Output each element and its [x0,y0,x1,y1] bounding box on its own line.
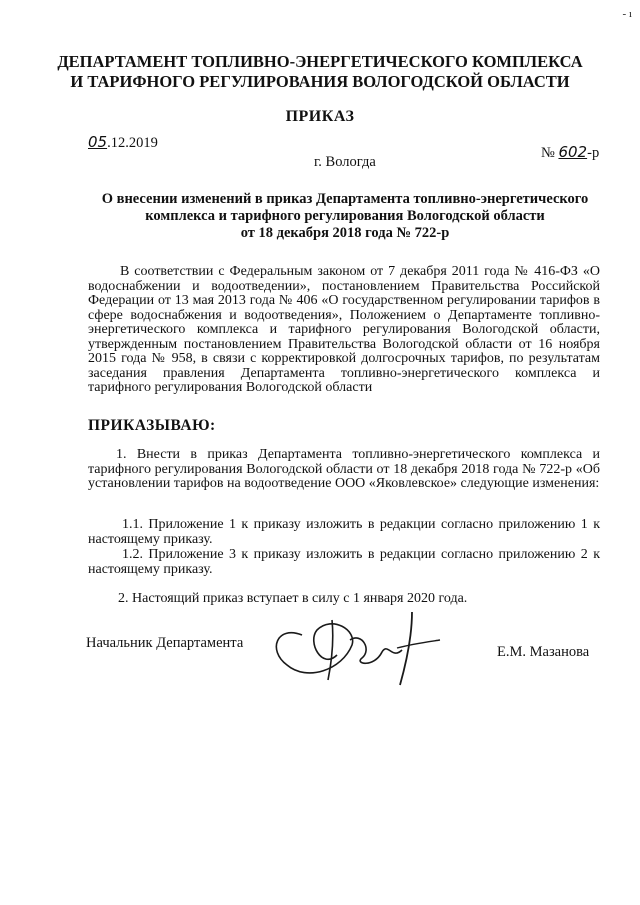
number-suffix: -р [587,145,600,161]
document-title: ПРИКАЗ [285,108,355,125]
subject-line: от 18 декабря 2018 года № 722-р [240,225,450,241]
order-item-1-2: 1.2. Приложение 3 к приказу изложить в редакции согласно приложению 2 к настоящему приказу. [88,547,600,577]
corner-mark: - ı [622,8,632,20]
handwritten-signature [262,600,452,690]
date-printed: .12.2019 [107,135,158,151]
subject-line: О внесении изменений в приказ Департамента топливно-энергетического [101,191,589,207]
order-number [541,143,599,162]
order-item-2: 2. Настоящий приказ вступает в силу с 1 января 2020 года. [118,591,468,606]
order-item-1: 1. Внести в приказ Департамента топливно-энергетического комплекса и тарифного регулирования Вологодской области от 18 декабря 2018 года № 722-р «Об установлении тарифов на водоотведение ООО «Яковлевское» следующие изменения: [88,447,600,491]
date-handwritten: 05 [88,133,108,151]
order-subject [80,191,610,242]
department-header-line1: ДЕПАРТАМЕНТ ТОПЛИВНО-ЭНЕРГЕТИЧЕСКОГО КОМПЛЕКСА [57,52,583,71]
order-word: ПРИКАЗЫВАЮ: [88,417,216,434]
signer-title: Начальник Департамента [86,635,244,651]
order-date [88,133,158,152]
number-prefix: № [541,145,559,161]
subject-line: комплекса и тарифного регулирования Вологодской области [145,208,545,224]
number-handwritten: 602 [558,143,588,161]
order-item-1-1: 1.1. Приложение 1 к приказу изложить в редакции согласно приложению 1 к настоящему приказу. [88,517,600,547]
city: г. Вологда [314,154,376,170]
preamble-paragraph: В соответствии с Федеральным законом от 7 декабря 2011 года № 416-ФЗ «О водоснабжении и водоотведении», постановлением Правительства Российской Федерации от 13 мая 2013 года № 406 «О государственном регулировании тарифов в сфере водоснабжения и водоотведения», Положением о Департаменте топливно-энергетического комплекса и тарифного регулирования Вологодской области, утвержденным постановлением Правительства Вологодской области от 16 ноября 2015 года № 958, в связи с корректировкой долгосрочных тарифов, по результатам заседания правления Департамента топливно-энергетического комплекса и тарифного регулирования Вологодской области [88,264,600,395]
signer-name: Е.М. Мазанова [497,644,590,660]
department-header-line2: И ТАРИФНОГО РЕГУЛИРОВАНИЯ ВОЛОГОДСКОЙ ОБЛАСТИ [70,72,570,91]
